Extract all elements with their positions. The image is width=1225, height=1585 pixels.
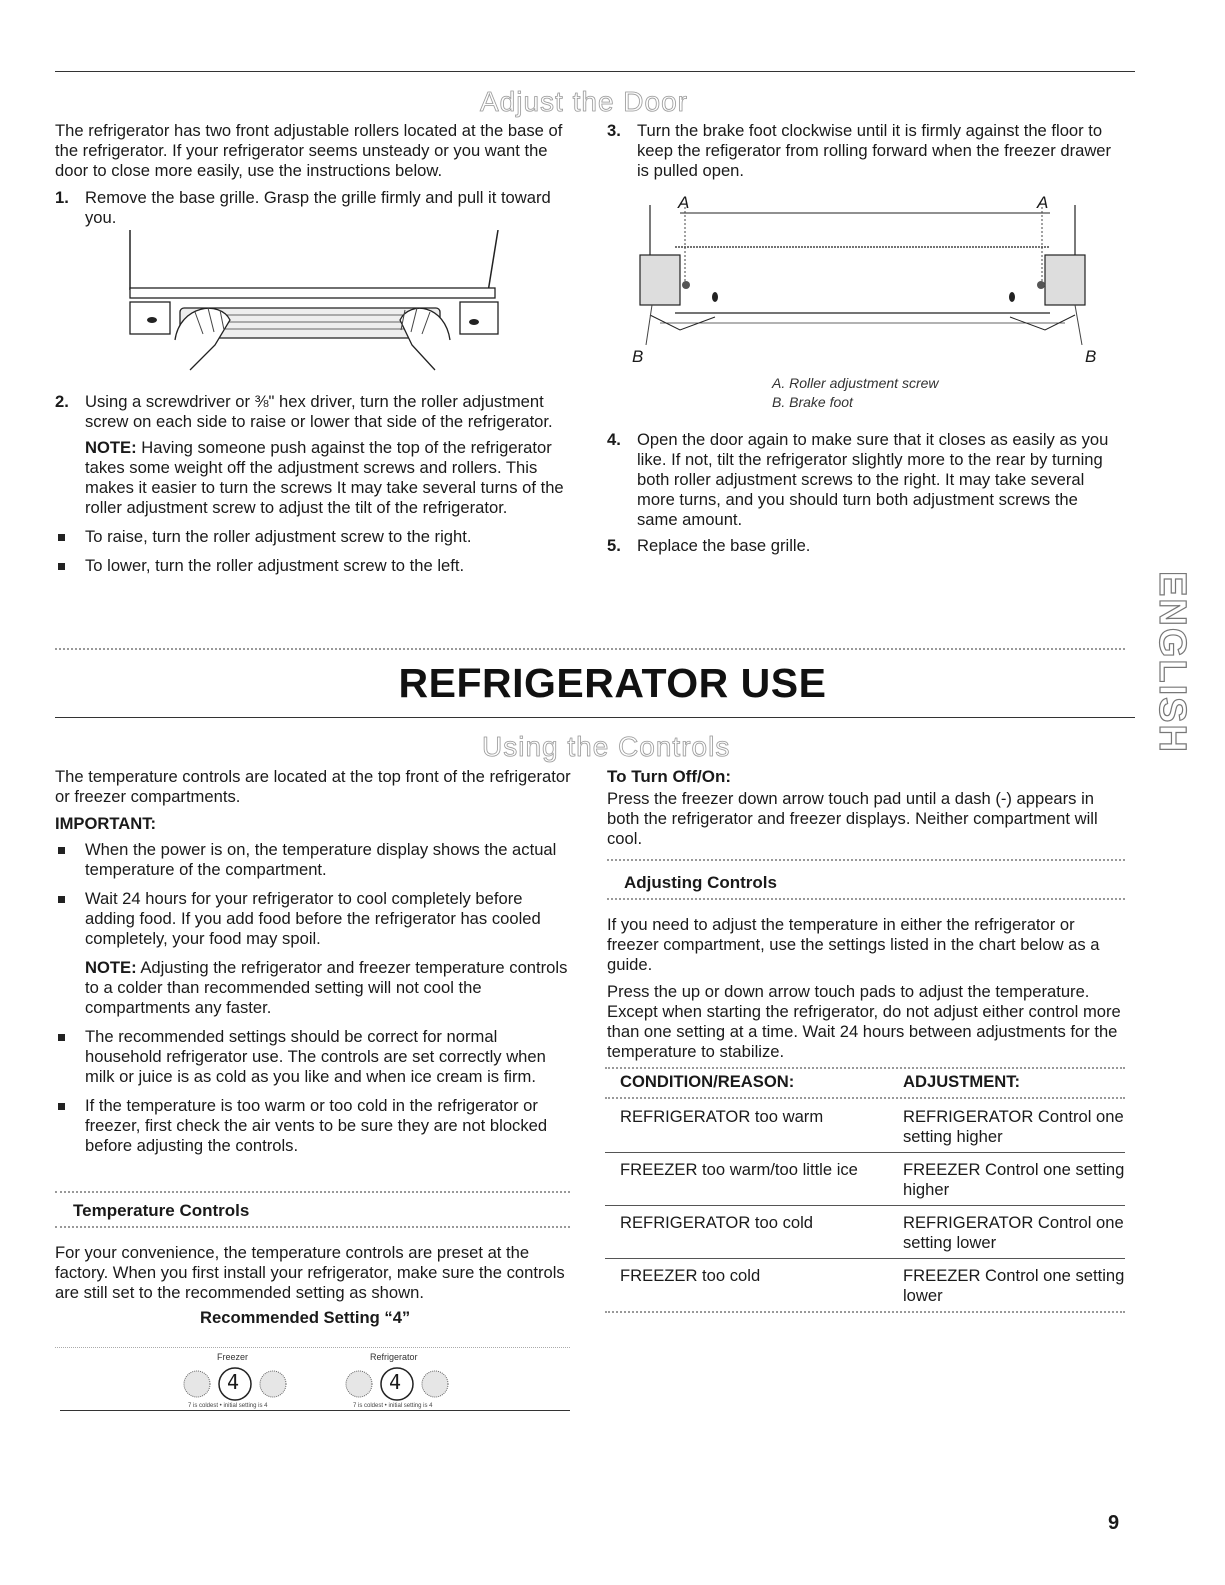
adjust-door-left-column [55,121,570,234]
controls-note [55,958,575,1018]
step-number: 3. [607,121,621,140]
roller-label-a-left: A [678,193,690,212]
figure-caption-b: B. Brake foot [772,394,853,410]
adjust-door-right-column-2 [607,430,1122,562]
bullet-square-icon [58,896,65,903]
adjusting-rule-bottom [607,898,1125,900]
step-5 [607,536,1122,556]
bullet-text: When the power is on, the temperature display shows the actual temperature of the compartment. [85,840,557,879]
step-2 [55,392,570,432]
freezer-panel-label: Freezer [217,1352,249,1362]
bullet-raise [55,527,570,547]
step-text: Remove the base grille. Grasp the grille firmly and pull it toward you. [85,188,551,227]
note [55,438,570,518]
header-condition: CONDITION/REASON: [620,1072,795,1091]
note-label: NOTE: [85,438,137,457]
brake-label-b-left: B [632,347,644,366]
table-row [605,1206,1125,1259]
control-panel [55,1350,570,1420]
roller-label-a-right: A [1037,193,1049,212]
bullet-text: To lower, turn the roller adjustment screw to the left. [85,556,465,575]
bullet-text: If the temperature is too warm or too cold in the refrigerator or freezer, first check the air vents to be sure they are not blocked before adjusting the controls. [85,1096,548,1155]
note-text: Adjusting the refrigerator and freezer temperature controls to a colder than recommended setting will not cool the compartments any faster. [85,958,568,1017]
page-number: 9 [1108,1512,1120,1534]
bullet-lower [55,556,570,576]
title-rule [55,717,1135,718]
row-condition: FREEZER too warm/too little ice [620,1160,858,1179]
step-3 [607,121,1122,181]
step-text: Open the door again to make sure that it closes as easily as you like. If not, tilt the refrigerator slightly more to the rear by turning both roller adjustment screws to the right. It may take several more turns, and you should turn both adjustment screws the same amount. [637,430,1109,529]
adjust-door-right-column [607,121,1122,187]
row-adjustment: REFRIGERATOR Control one setting higher [903,1107,1124,1146]
panel-rule-top [55,1347,570,1348]
adjust-door-intro: The refrigerator has two front adjustable rollers located at the base of the refrigerator. If your refrigerator seems unsteady or you want the door to close more easily, use the instructions below. [55,121,563,180]
language-tab-label: ENGLISH [1150,571,1193,754]
bullet-square-icon [58,1034,65,1041]
temp-controls-text: For your convenience, the temperature controls are preset at the factory. When you first install your refrigerator, make sure the controls are still set to the recommended setting as shown. [55,1243,565,1302]
turn-off-block [607,789,1107,856]
row-condition: REFRIGERATOR too warm [620,1107,824,1126]
using-controls-left-column [55,767,575,1165]
table-row [605,1259,1125,1313]
step-number: 5. [607,536,621,555]
important-label: IMPORTANT: [55,814,157,833]
bullet-text: Wait 24 hours for your refrigerator to cool completely before adding food. If you add food before the refrigerator has cooled completely, your food may spoil. [85,889,541,948]
note-label: NOTE: [85,958,137,977]
bullet-square-icon [58,1103,65,1110]
freezer-panel-note: 7 is coldest • initial setting is 4 [188,1403,268,1409]
top-rule [55,71,1135,72]
temp-controls-text-block [55,1243,575,1310]
turn-off-text: Press the freezer down arrow touch pad until a dash (-) appears in both the refrigerator and freezer displays. Neither compartment will cool. [607,789,1098,848]
temp-controls-heading: Temperature Controls [73,1201,250,1220]
figure-caption-a: A. Roller adjustment screw [772,375,939,391]
refrigerator-panel-note: 7 is coldest • initial setting is 4 [353,1403,433,1409]
step-number: 4. [607,430,621,449]
important-bullet-1 [55,840,575,880]
step-text: Turn the brake foot clockwise until it is firmly against the floor to keep the refigerator from rolling forward when the freezer drawer is pulled open. [637,121,1112,180]
adjust-door-heading: Adjust the Door [480,86,688,117]
adjusting-rule-top [607,859,1125,861]
table-row [605,1099,1125,1153]
table-header [605,1069,1125,1099]
step-1 [55,188,570,228]
refrigerator-setting-value: 4 [389,1370,402,1394]
row-adjustment: FREEZER Control one setting lower [903,1266,1125,1305]
step-4 [607,430,1122,530]
step-text: Replace the base grille. [637,536,811,555]
adjusting-controls-heading: Adjusting Controls [624,873,777,892]
section-title: REFRIGERATOR USE [398,660,827,706]
row-condition: REFRIGERATOR too cold [620,1213,814,1232]
brake-label-b-right: B [1085,347,1097,366]
bullet-square-icon [58,847,65,854]
temp-controls-rule-top [55,1191,570,1193]
language-tab [1150,565,1193,760]
using-controls-heading: Using the Controls [482,731,731,762]
step-number: 1. [55,188,69,207]
controls-intro: The temperature controls are located at the top front of the refrigerator or freezer compartments. [55,767,571,806]
bullet-square-icon [58,534,65,541]
recommended-setting: Recommended Setting “4” [200,1308,411,1327]
row-adjustment: REFRIGERATOR Control one setting lower [903,1213,1124,1252]
bullet-square-icon [58,563,65,570]
header-adjustment: ADJUSTMENT: [903,1072,1021,1091]
important-bullet-4 [55,1096,575,1156]
bullet-text: To raise, turn the roller adjustment screw to the right. [85,527,472,546]
roller-adjustment-illustration [620,205,1100,345]
step-text: Using a screwdriver or ⅜" hex driver, turn the roller adjustment screw on each side to raise or lower that side of the refrigerator. [85,392,553,431]
adjusting-paragraph-1: If you need to adjust the temperature in either the refrigerator or freezer compartment, use the settings listed in the chart below as a guide. [607,915,1100,974]
note-text: Having someone push against the top of the refrigerator takes some weight off the adjustment screws and rollers. This makes it easier to turn the screws It may take several turns of the roller adjustment screw to adjust the tilt of the refrigerator. [85,438,564,517]
important-bullet-3 [55,1027,575,1087]
table-row [605,1153,1125,1206]
important-bullet-2 [55,889,575,949]
step-number: 2. [55,392,69,411]
section-divider [55,648,1125,650]
bullet-text: The recommended settings should be correct for normal household refrigerator use. The controls are set correctly when milk or juice is as cold as you like and when ice cream is firm. [85,1027,546,1086]
grille-removal-illustration [120,230,510,375]
row-adjustment: FREEZER Control one setting higher [903,1160,1125,1199]
refrigerator-panel-label: Refrigerator [370,1352,418,1362]
adjusting-block [607,915,1125,1069]
freezer-setting-value: 4 [227,1370,240,1394]
adjust-door-left-column-2 [55,392,570,585]
adjustment-table [605,1067,1125,1313]
temp-controls-rule-bottom [55,1226,570,1228]
adjusting-paragraph-2: Press the up or down arrow touch pads to adjust the temperature. Except when starting the refrigerator, do not adjust either control more than one setting at a time. Wait 24 hours between adjustments for the temperature to stabilize. [607,982,1121,1061]
panel-base-line [60,1410,570,1411]
row-condition: FREEZER too cold [620,1266,761,1285]
turn-off-heading: To Turn Off/On: [607,767,731,786]
